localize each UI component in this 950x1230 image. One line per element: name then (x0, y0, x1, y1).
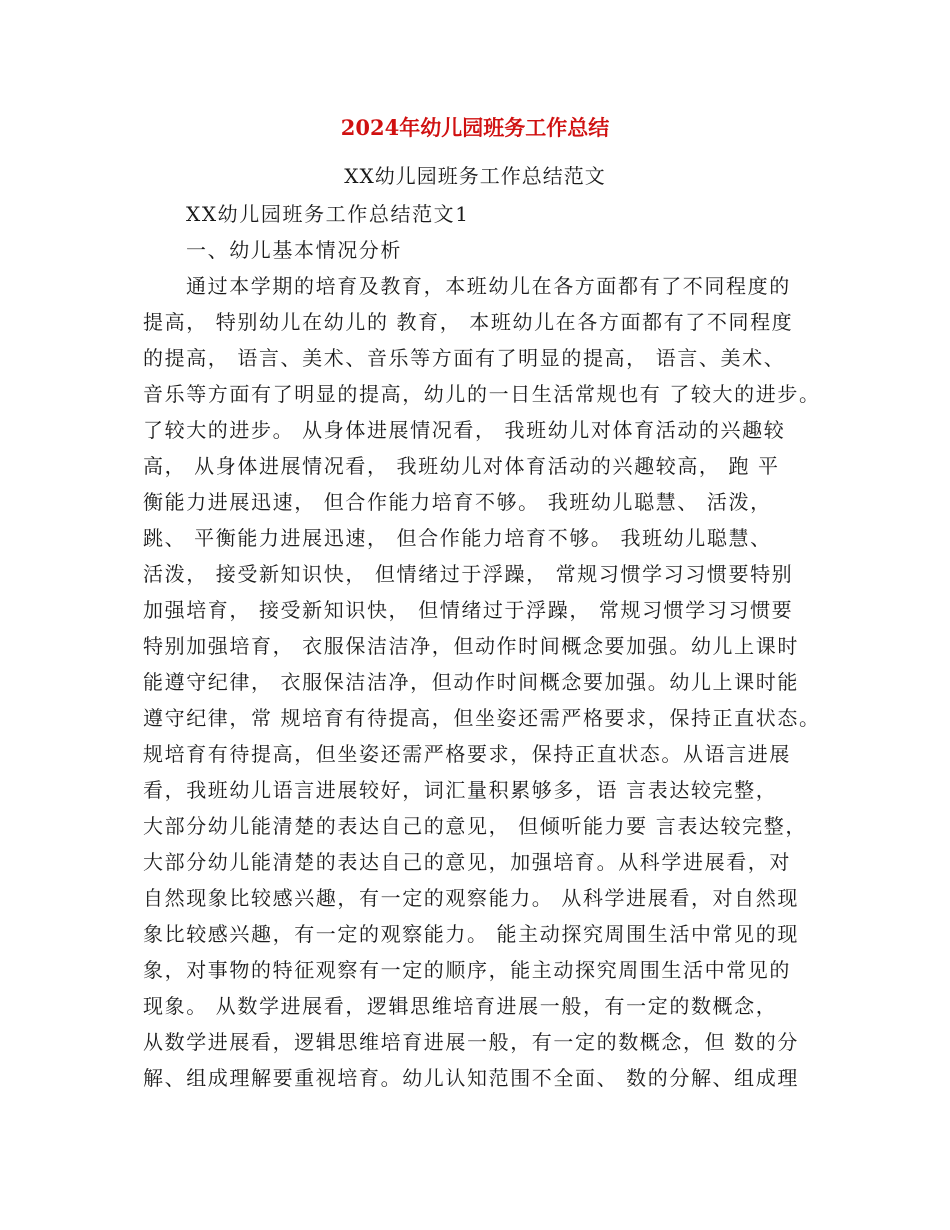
body-line: 现象。 从数学进展看，逻辑思维培育进展一般，有一定的数概念， (143, 994, 778, 1018)
body-line: 高， 从身体进展情况看， 我班幼儿对体育活动的兴趣较高， 跑 平 (143, 454, 780, 478)
body-line: 从数学进展看，逻辑思维培育进展一般，有一定的数概念，但 数的分 (143, 1030, 799, 1054)
document-title: 2024年幼儿园班务工作总结 (340, 115, 610, 140)
part-heading: 一、幼儿基本情况分析 (186, 238, 402, 262)
body-line: 活泼， 接受新知识快， 但情绪过于浮躁， 常规习惯学习习惯要特别 (143, 562, 794, 586)
document-subtitle: XX幼儿园班务工作总结范文 (344, 164, 606, 188)
body-line: 的提高， 语言、美术、音乐等方面有了明显的提高， 语言、美术、 (143, 346, 786, 370)
body-line: 通过本学期的培育及教育，本班幼儿在各方面都有了不同程度的 (186, 274, 791, 298)
body-line: 音乐等方面有了明显的提高，幼儿的一日生活常规也有 了较大的进步。 (143, 382, 821, 406)
body-line: 加强培育， 接受新知识快， 但情绪过于浮躁， 常规习惯学习习惯要 (143, 598, 794, 622)
body-line: 跳、 平衡能力进展迅速， 但合作能力培育不够。 我班幼儿聪慧、 (143, 526, 772, 550)
body-line: 解、组成理解要重视培育。幼儿认知范围不全面、 数的分解、组成理 (143, 1066, 799, 1090)
section-heading: XX幼儿园班务工作总结范文1 (186, 202, 470, 226)
body-line: 提高， 特别幼儿在幼儿的 教育， 本班幼儿在各方面都有了不同程度 (143, 310, 794, 334)
body-line: 大部分幼儿能清楚的表达自己的意见， 但倾听能力要 言表达较完整， (143, 814, 807, 838)
body-line: 大部分幼儿能清楚的表达自己的意见，加强培育。从科学进展看，对 (143, 850, 791, 874)
body-line: 遵守纪律，常 规培育有待提高，但坐姿还需严格要求，保持正直状态。 (143, 706, 821, 730)
body-line: 特别加强培育， 衣服保洁洁净，但动作时间概念要加强。幼儿上课时 (143, 634, 799, 658)
body-line: 衡能力进展迅速， 但合作能力培育不够。 我班幼儿聪慧、 活泼， (143, 490, 772, 514)
body-line: 象，对事物的特征观察有一定的顺序，能主动探究周围生活中常见的 (143, 958, 791, 982)
body-line: 象比较感兴趣，有一定的观察能力。 能主动探究周围生活中常见的现 (143, 922, 799, 946)
body-line: 了较大的进步。 从身体进展情况看， 我班幼儿对体育活动的兴趣较 (143, 418, 786, 442)
body-line: 自然现象比较感兴趣，有一定的观察能力。 从科学进展看，对自然现 (143, 886, 799, 910)
body-line: 规培育有待提高，但坐姿还需严格要求，保持正直状态。从语言进展 (143, 742, 791, 766)
body-line: 能遵守纪律， 衣服保洁洁净，但动作时间概念要加强。幼儿上课时能 (143, 670, 799, 694)
body-line: 看，我班幼儿语言进展较好，词汇量积累够多，语 言表达较完整， (143, 778, 778, 802)
